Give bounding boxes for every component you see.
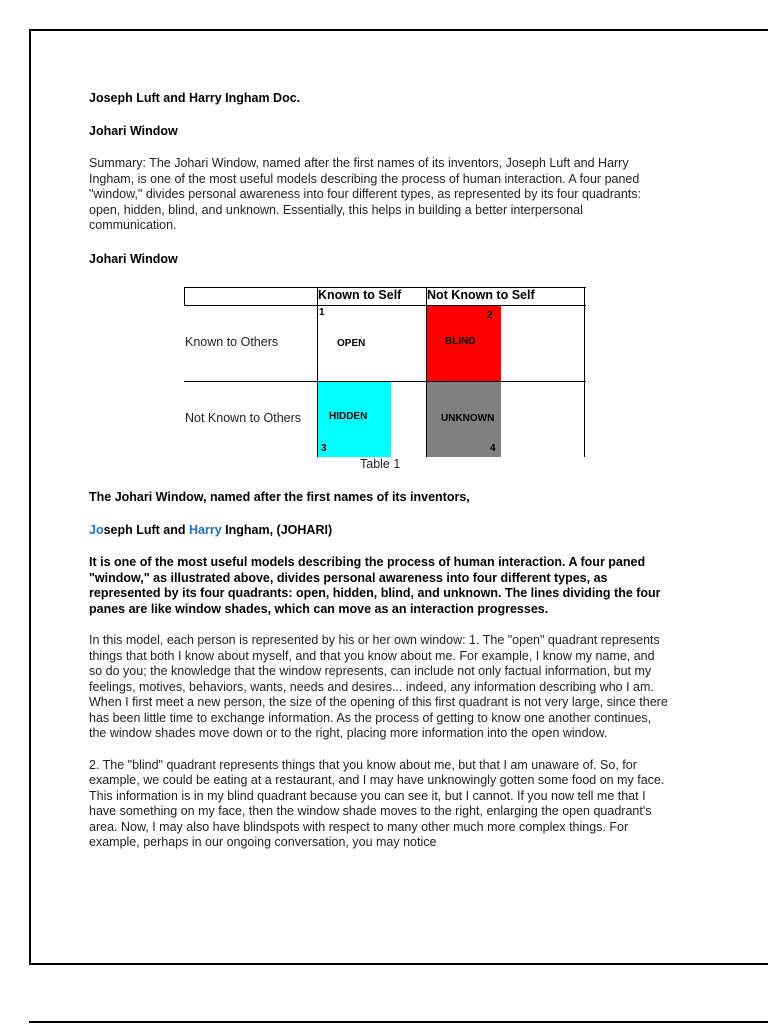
quadrant-number-1: 1 — [319, 307, 325, 318]
paragraph-blind-quadrant: 2. The "blind" quadrant represents things that you know about me, but that I am unaware of. So, for example, we could be eating at a restaurant, and I may have unknowingly gotten some food on my face. This information is in my blind quadrant because you can see it, but I cannot. If you now tell me that I have something on my face, then the window shade moves to the right, enlarging the open quadrant's area. Now, I may also have blindspots with respect to many other much more complex things. For example, perhaps in our ongoing conversation, you may notice — [89, 757, 665, 849]
quadrant-blind-label: BLIND — [445, 336, 476, 347]
inventors-rest: Ingham, (JOHARI) — [221, 523, 333, 537]
col-header-not-known-to-self: Not Known to Self — [427, 288, 535, 302]
section-heading: Johari Window — [89, 124, 178, 138]
quadrant-number-4: 4 — [490, 443, 496, 454]
quadrant-open-label: OPEN — [337, 338, 366, 349]
document-body — [89, 90, 669, 267]
next-page-edge — [29, 1021, 768, 1023]
col-header-known-to-self: Known to Self — [318, 288, 402, 302]
quadrant-number-2: 2 — [487, 310, 493, 321]
inventors-line — [89, 522, 669, 538]
quadrant-hidden-label: HIDDEN — [329, 411, 368, 422]
section-heading-2: Johari Window — [89, 251, 178, 266]
row-header-known-to-others: Known to Others — [185, 335, 279, 349]
inventors-jo: Jo — [89, 523, 104, 537]
named-after-line: The Johari Window, named after the first names of its inventors, — [89, 490, 470, 504]
quadrant-unknown-label: UNKNOWN — [441, 413, 495, 424]
table-caption: Table 1 — [360, 457, 401, 471]
johari-window-table — [184, 287, 586, 457]
doc-title: Joseph Luft and Harry Ingham Doc. — [89, 91, 301, 105]
inventors-harry: Harry — [189, 523, 222, 537]
summary-paragraph: Summary: The Johari Window, named after the first names of its inventors, Joseph Luft and Harry Ingham, is one of the most useful models describing the process of human interaction. A four paned "window," divides personal awareness into four different types, as represented by its four quadrants: open, hidden, blind, and unknown. Essentially, this helps in building a better interpersonal communication. — [89, 156, 642, 232]
bold-paragraph: It is one of the most useful models describing the process of human interaction. A four paned "window," as illustrated above, divides personal awareness into four different types, as represented by its four quadrants: open, hidden, blind, and unknown. The lines dividing the four panes are like window shades, which can move as an interaction progresses. — [89, 555, 661, 616]
quadrant-number-3: 3 — [321, 443, 327, 454]
document-body-lower — [89, 489, 669, 851]
inventors-seph: seph Luft and — [103, 523, 190, 537]
row-header-not-known-to-others: Not Known to Others — [185, 411, 302, 425]
paragraph-open-quadrant: In this model, each person is represented by his or her own window: 1. The "open" quadrant represents things that both I know about myself, and that you know about me. For example, I know my name, and so do you; the knowledge that the window represents, can include not only factual information, but my feelings, motives, behaviors, wants, needs and desires... indeed, any information describing who I am. When I first meet a new person, the size of the opening of this first quadrant is not very large, since there has been little time to exchange information. As the process of getting to know one another continues, the window shades move down or to the right, placing more information into the open window. — [89, 633, 668, 740]
